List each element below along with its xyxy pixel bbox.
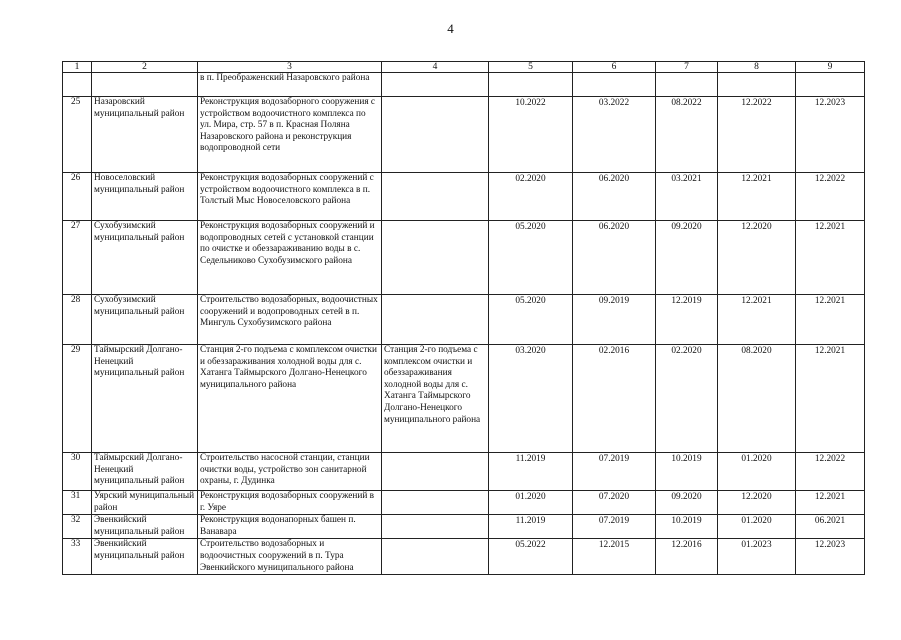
cell-date: 12.2020 [718,491,796,515]
cell-date: 02.2020 [489,173,573,221]
cell-project: Строительство насосной станции, станции очистки воды, устройство зон санитарной охраны, г. Дудинка [198,453,382,491]
cell-date [489,73,573,97]
cell-district: Новоселовский муниципальный район [92,173,198,221]
cell-object [382,515,489,539]
cell-date: 03.2021 [656,173,718,221]
cell-object [382,221,489,295]
cell-date: 12.2021 [796,221,865,295]
cell-date: 07.2019 [573,453,656,491]
cell-district: Таймырский Долгано-Ненецкий муниципальный район [92,453,198,491]
cell-project: Реконструкция водонапорных башен п. Ванавара [198,515,382,539]
cell-object [382,295,489,345]
cell-object [382,173,489,221]
header-cell: 7 [656,62,718,73]
cell-date: 12.2022 [796,173,865,221]
cell-date: 12.2021 [718,295,796,345]
cell-object: Станция 2-го подъема с комплексом очистки и обеззараживания холодной воды для с. Хатанга Таймырского Долгано-Ненецкого муниципального района [382,345,489,453]
cell-date: 02.2020 [656,345,718,453]
continuation-row [63,73,865,97]
cell-date: 12.2021 [796,295,865,345]
cell-date: 12.2020 [718,221,796,295]
cell-num: 27 [63,221,92,295]
cell-date: 06.2020 [573,221,656,295]
cell-num: 33 [63,539,92,575]
cell-num: 26 [63,173,92,221]
table-row [63,97,865,173]
header-row [63,62,865,73]
cell-date: 01.2020 [718,453,796,491]
cell-date: 09.2019 [573,295,656,345]
cell-district: Эвенкийский муниципальный район [92,539,198,575]
table-row [63,295,865,345]
cell-date: 12.2021 [796,491,865,515]
header-cell: 2 [92,62,198,73]
cell-date: 07.2019 [573,515,656,539]
cell-date: 07.2020 [573,491,656,515]
cell-date: 12.2021 [796,345,865,453]
header-cell: 5 [489,62,573,73]
cell-num: 30 [63,453,92,491]
cell-date [718,73,796,97]
cell-date: 10.2019 [656,453,718,491]
header-cell: 9 [796,62,865,73]
cell-date: 12.2015 [573,539,656,575]
cell-date: 01.2020 [718,515,796,539]
cell-date: 08.2020 [718,345,796,453]
cell-date [656,73,718,97]
cell-date: 01.2023 [718,539,796,575]
cell-date: 12.2019 [656,295,718,345]
cell-date: 10.2022 [489,97,573,173]
cell-num: 29 [63,345,92,453]
cell-district: Сухобузимский муниципальный район [92,221,198,295]
cell-district: Таймырский Долгано-Ненецкий муниципальный район [92,345,198,453]
table-row [63,515,865,539]
cell-date: 05.2020 [489,221,573,295]
cell-date: 06.2020 [573,173,656,221]
table-row [63,221,865,295]
header-cell: 4 [382,62,489,73]
cell-date: 12.2022 [796,453,865,491]
table-row [63,539,865,575]
cell-district: Сухобузимский муниципальный район [92,295,198,345]
cell-project: Станция 2-го подъема с комплексом очистки и обеззараживания холодной воды для с. Хатанга Таймырского Долгано-Ненецкого муниципального района [198,345,382,453]
cell-object [382,491,489,515]
header-cell: 1 [63,62,92,73]
cell-date: 09.2020 [656,221,718,295]
header-cell: 6 [573,62,656,73]
cell-date: 02.2016 [573,345,656,453]
projects-table [62,61,865,575]
cell-date [573,73,656,97]
page-number: 4 [447,21,454,36]
table-row [63,453,865,491]
cell-num: 28 [63,295,92,345]
cell-num: 31 [63,491,92,515]
cell-date: 03.2020 [489,345,573,453]
cell-district [92,73,198,97]
header-cell: 8 [718,62,796,73]
cell-date: 12.2016 [656,539,718,575]
cell-num: 25 [63,97,92,173]
cell-object [382,453,489,491]
cell-date: 12.2022 [718,97,796,173]
cell-date: 11.2019 [489,453,573,491]
table-row [63,491,865,515]
table-row [63,345,865,453]
header-cell: 3 [198,62,382,73]
cell-num [63,73,92,97]
cell-date: 06.2021 [796,515,865,539]
cell-date: 05.2020 [489,295,573,345]
cell-project: Реконструкция водозаборных сооружений и водопроводных сетей с установкой станции по очистке и обеззараживанию воды в с. Седельниково Сухобузимского района [198,221,382,295]
cell-date: 10.2019 [656,515,718,539]
cell-date: 12.2021 [718,173,796,221]
cell-district: Уярский муниципальный район [92,491,198,515]
cell-project: Строительство водозаборных и водоочистных сооружений в п. Тура Эвенкийского муниципального района [198,539,382,575]
cell-date: 12.2023 [796,97,865,173]
cell-num: 32 [63,515,92,539]
cell-date: 12.2023 [796,539,865,575]
cell-project: Реконструкция водозаборных сооружений с устройством водоочистного комплекса в п. Толстый Мыс Новоселовского района [198,173,382,221]
cell-project: в п. Преображенский Назаровского района [198,73,382,97]
table-row [63,173,865,221]
cell-date: 11.2019 [489,515,573,539]
cell-district: Назаровский муниципальный район [92,97,198,173]
cell-date: 05.2022 [489,539,573,575]
cell-date: 01.2020 [489,491,573,515]
cell-district: Эвенкийский муниципальный район [92,515,198,539]
cell-project: Реконструкция водозаборных сооружений в г. Уяре [198,491,382,515]
cell-date: 03.2022 [573,97,656,173]
cell-project: Строительство водозаборных, водоочистных сооружений и водопроводных сетей в п. Мингуль Сухобузимского района [198,295,382,345]
cell-object [382,73,489,97]
cell-date [796,73,865,97]
cell-project: Реконструкция водозаборного сооружения с устройством водоочистного комплекса по ул. Мира, стр. 57 в п. Красная Поляна Назаровского района и реконструкция водопроводной сети [198,97,382,173]
cell-date: 09.2020 [656,491,718,515]
cell-date: 08.2022 [656,97,718,173]
cell-object [382,539,489,575]
cell-object [382,97,489,173]
